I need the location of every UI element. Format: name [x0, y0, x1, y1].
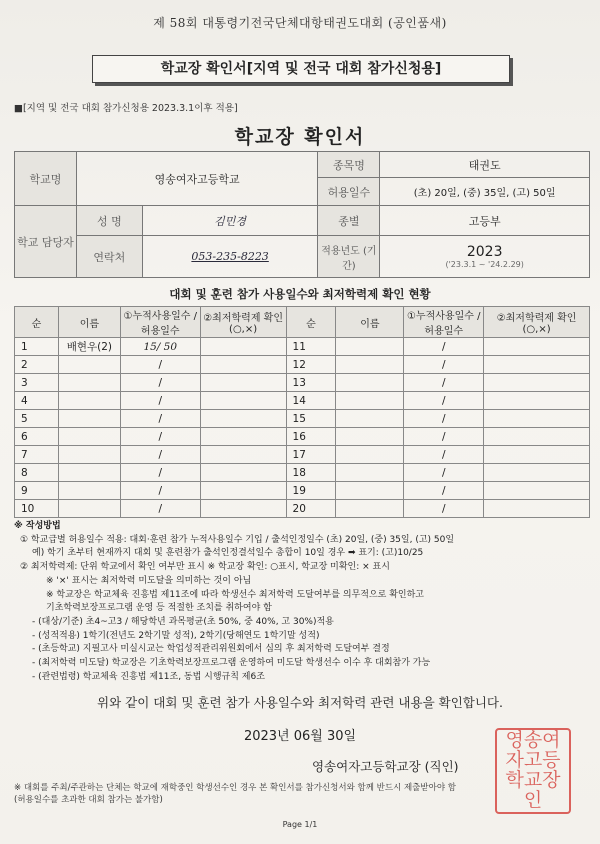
- contact-value: 053-235-8223: [142, 236, 318, 278]
- note-line: - (성적적용) 1학기(전년도 2학기말 성적), 2학기(당해연도 1학기말 성적): [32, 630, 320, 641]
- col-academic-right: ②최저학력제 확인(○,×): [484, 307, 590, 338]
- note-line: - (관련법령) 학교체육 진흥법 제11조, 동법 시행규칙 제6조: [32, 671, 265, 682]
- log-name-right: [336, 392, 404, 410]
- log-no-right: 11: [286, 338, 336, 356]
- note-line: ※ 학교장은 학교체육 진흥법 제11조에 따라 학생선수 최저학력 도달여부를 의무적으로 확인하고: [46, 589, 424, 600]
- log-academic-right: [484, 392, 590, 410]
- form-title: 학교장 확인서[지역 및 전국 대회 참가신청용]: [92, 55, 510, 83]
- log-days-right: /: [404, 392, 484, 410]
- footnote-line: ※ 대회를 주최/주관하는 단체는 학교에 재학중인 학생선수인 경우 본 확인서를 참가신청서와 함께 반드시 제출받아야 함: [14, 783, 456, 793]
- col-name-left: 이름: [58, 307, 120, 338]
- manager-label: 학교 담당자: [15, 206, 77, 278]
- applicability-note: ■[지역 및 전국 대회 참가신청용 2023.3.1이후 적용]: [14, 103, 238, 114]
- log-no-right: 14: [286, 392, 336, 410]
- log-days-left: /: [120, 446, 200, 464]
- contact-label: 연락처: [76, 236, 142, 278]
- log-no-right: 16: [286, 428, 336, 446]
- log-academic-left: [200, 410, 286, 428]
- seal-line: 자고등: [505, 749, 561, 771]
- log-name-left: [58, 374, 120, 392]
- log-name-right: [336, 356, 404, 374]
- log-academic-right: [484, 338, 590, 356]
- log-row: [15, 356, 590, 374]
- col-no-left: 순: [15, 307, 59, 338]
- log-academic-right: [484, 500, 590, 518]
- log-name-left: [58, 446, 120, 464]
- log-row: [15, 392, 590, 410]
- year-period: ('23.3.1 ~ '24.2.29): [445, 260, 524, 269]
- log-academic-right: [484, 410, 590, 428]
- log-name-left: [58, 356, 120, 374]
- log-days-right: /: [404, 356, 484, 374]
- log-academic-left: [200, 464, 286, 482]
- log-academic-right: [484, 374, 590, 392]
- log-days-right: /: [404, 428, 484, 446]
- log-academic-left: [200, 356, 286, 374]
- event-title: 제 58회 대통령기전국단체대항태권도대회 (공인품새): [153, 16, 447, 30]
- note-line: 예) 학기 초부터 현재까지 대회 및 훈련참가 출석인정결석일수 총합이 10일 경우 ➡ 표기: (고)10/25: [32, 548, 424, 559]
- sport-label: 종목명: [318, 152, 380, 178]
- footnote: [14, 782, 590, 806]
- log-academic-left: [200, 392, 286, 410]
- log-name-right: [336, 338, 404, 356]
- log-academic-right: [484, 482, 590, 500]
- log-no-left: 4: [15, 392, 59, 410]
- log-no-left: 6: [15, 428, 59, 446]
- log-name-right: [336, 500, 404, 518]
- sport-value: 태권도: [380, 152, 590, 178]
- log-no-left: 8: [15, 464, 59, 482]
- note-line: - (대상/기준) 초4~고3 / 해당학년 과목평균(초 50%, 중 40%, 고 30%)적용: [32, 616, 334, 627]
- log-header-row: [15, 307, 590, 338]
- log-name-right: [336, 446, 404, 464]
- col-no-right: 순: [286, 307, 336, 338]
- instructions: [14, 520, 590, 684]
- note-line: - (초등학교) 지필고사 미실시교는 학업성적관리위원회에서 심의 후 최저학력 도달여부 결정: [32, 644, 390, 655]
- log-days-left: /: [120, 374, 200, 392]
- level-value: 고등부: [380, 206, 590, 236]
- log-no-left: 10: [15, 500, 59, 518]
- log-name-left: [58, 428, 120, 446]
- log-academic-right: [484, 446, 590, 464]
- log-row: [15, 410, 590, 428]
- name-value: 김민경: [142, 206, 318, 236]
- log-no-left: 3: [15, 374, 59, 392]
- log-academic-left: [200, 500, 286, 518]
- log-name-right: [336, 464, 404, 482]
- page-number: Page 1/1: [282, 820, 318, 829]
- allowed-days-label: 허용일수: [318, 178, 380, 206]
- log-no-right: 13: [286, 374, 336, 392]
- log-name-left: [58, 500, 120, 518]
- log-academic-left: [200, 446, 286, 464]
- log-academic-left: [200, 374, 286, 392]
- year-label: 적용년도 (기간): [318, 236, 380, 278]
- col-days-left: ①누적사용일수 /허용일수: [120, 307, 200, 338]
- log-name-left: [58, 464, 120, 482]
- log-row: [15, 428, 590, 446]
- log-body: [15, 338, 590, 518]
- school-label: 학교명: [15, 152, 77, 206]
- seal-line: 인: [523, 789, 543, 811]
- school-value: 영송여자고등학교: [76, 152, 318, 206]
- log-days-left: /: [120, 428, 200, 446]
- principal-signature: 영송여자고등학교장 (직인): [312, 759, 459, 774]
- log-name-right: [336, 428, 404, 446]
- log-name-left: 배현우(2): [58, 338, 120, 356]
- log-no-left: 5: [15, 410, 59, 428]
- log-days-right: /: [404, 500, 484, 518]
- log-days-right: /: [404, 464, 484, 482]
- note-line: ※ '×' 표시는 최저학력 미도달을 의미하는 것이 아님: [46, 575, 252, 586]
- log-no-right: 19: [286, 482, 336, 500]
- log-days-left: /: [120, 500, 200, 518]
- log-academic-right: [484, 428, 590, 446]
- log-name-left: [58, 410, 120, 428]
- name-label: 성 명: [76, 206, 142, 236]
- log-academic-left: [200, 482, 286, 500]
- log-days-left: /: [120, 482, 200, 500]
- log-row: [15, 464, 590, 482]
- level-label: 종별: [318, 206, 380, 236]
- log-row: [15, 446, 590, 464]
- note-line: 기초학력보장프로그램 운영 등 적절한 조치를 취하여야 함: [46, 603, 272, 614]
- seal-line: 영송여: [505, 729, 561, 751]
- year-cell: [380, 236, 590, 278]
- allowed-days-value: (초) 20일, (중) 35일, (고) 50일: [380, 178, 590, 206]
- log-days-left: /: [120, 464, 200, 482]
- log-days-right: /: [404, 374, 484, 392]
- log-days-right: /: [404, 338, 484, 356]
- log-name-left: [58, 482, 120, 500]
- log-no-right: 18: [286, 464, 336, 482]
- log-academic-left: [200, 338, 286, 356]
- year-value: 2023: [466, 244, 503, 260]
- log-no-right: 20: [286, 500, 336, 518]
- main-title: 학교장 확인서: [234, 126, 366, 148]
- log-no-left: 2: [15, 356, 59, 374]
- log-days-left: 15/ 50: [120, 338, 200, 356]
- log-days-right: /: [404, 410, 484, 428]
- log-name-right: [336, 482, 404, 500]
- note-line: - (최저학력 미도달) 학교장은 기초학력보장프로그램 운영하여 미도달 학생선수 이수 후 대회참가 가능: [32, 658, 431, 669]
- confirmation-statement: 위와 같이 대회 및 훈련 참가 사용일수와 최저학력 관련 내용을 확인합니다.: [97, 695, 503, 710]
- confirmation-date: 2023년 06월 30일: [243, 729, 357, 744]
- log-table: [14, 306, 590, 518]
- log-no-right: 12: [286, 356, 336, 374]
- log-name-right: [336, 374, 404, 392]
- log-row: [15, 500, 590, 518]
- log-no-right: 15: [286, 410, 336, 428]
- log-academic-left: [200, 428, 286, 446]
- log-name-left: [58, 392, 120, 410]
- log-no-left: 7: [15, 446, 59, 464]
- log-days-left: /: [120, 392, 200, 410]
- log-section-title: 대회 및 훈련 참가 사용일수와 최저학력제 확인 현황: [169, 287, 431, 301]
- log-days-left: /: [120, 356, 200, 374]
- log-row: [15, 374, 590, 392]
- log-academic-right: [484, 464, 590, 482]
- log-row: [15, 482, 590, 500]
- col-academic-left: ②최저학력제 확인(○,×): [200, 307, 286, 338]
- log-days-right: /: [404, 482, 484, 500]
- log-row: [15, 338, 590, 356]
- log-no-left: 1: [15, 338, 59, 356]
- log-days-left: /: [120, 410, 200, 428]
- footnote-line: (허용일수를 초과한 대회 참가는 불가함): [14, 795, 163, 805]
- col-days-right: ①누적사용일수 /허용일수: [404, 307, 484, 338]
- seal-line: 학교장: [505, 769, 561, 791]
- note-line: ① 학교급별 허용일수 적용: 대회·훈련 참가 누적사용일수 기입 / 출석인정일수 (초) 20일, (중) 35일, (고) 50일: [20, 534, 455, 545]
- col-name-right: 이름: [336, 307, 404, 338]
- log-name-right: [336, 410, 404, 428]
- note-line: ② 최저학력제: 단위 학교에서 확인 여부만 표시 ※ 학교장 확인: ○표시, 학교장 미확인: × 표시: [20, 562, 390, 573]
- log-academic-right: [484, 356, 590, 374]
- instructions-heading: ※ 작성방법: [14, 521, 61, 531]
- info-table: [14, 151, 590, 278]
- log-no-left: 9: [15, 482, 59, 500]
- log-days-right: /: [404, 446, 484, 464]
- log-no-right: 17: [286, 446, 336, 464]
